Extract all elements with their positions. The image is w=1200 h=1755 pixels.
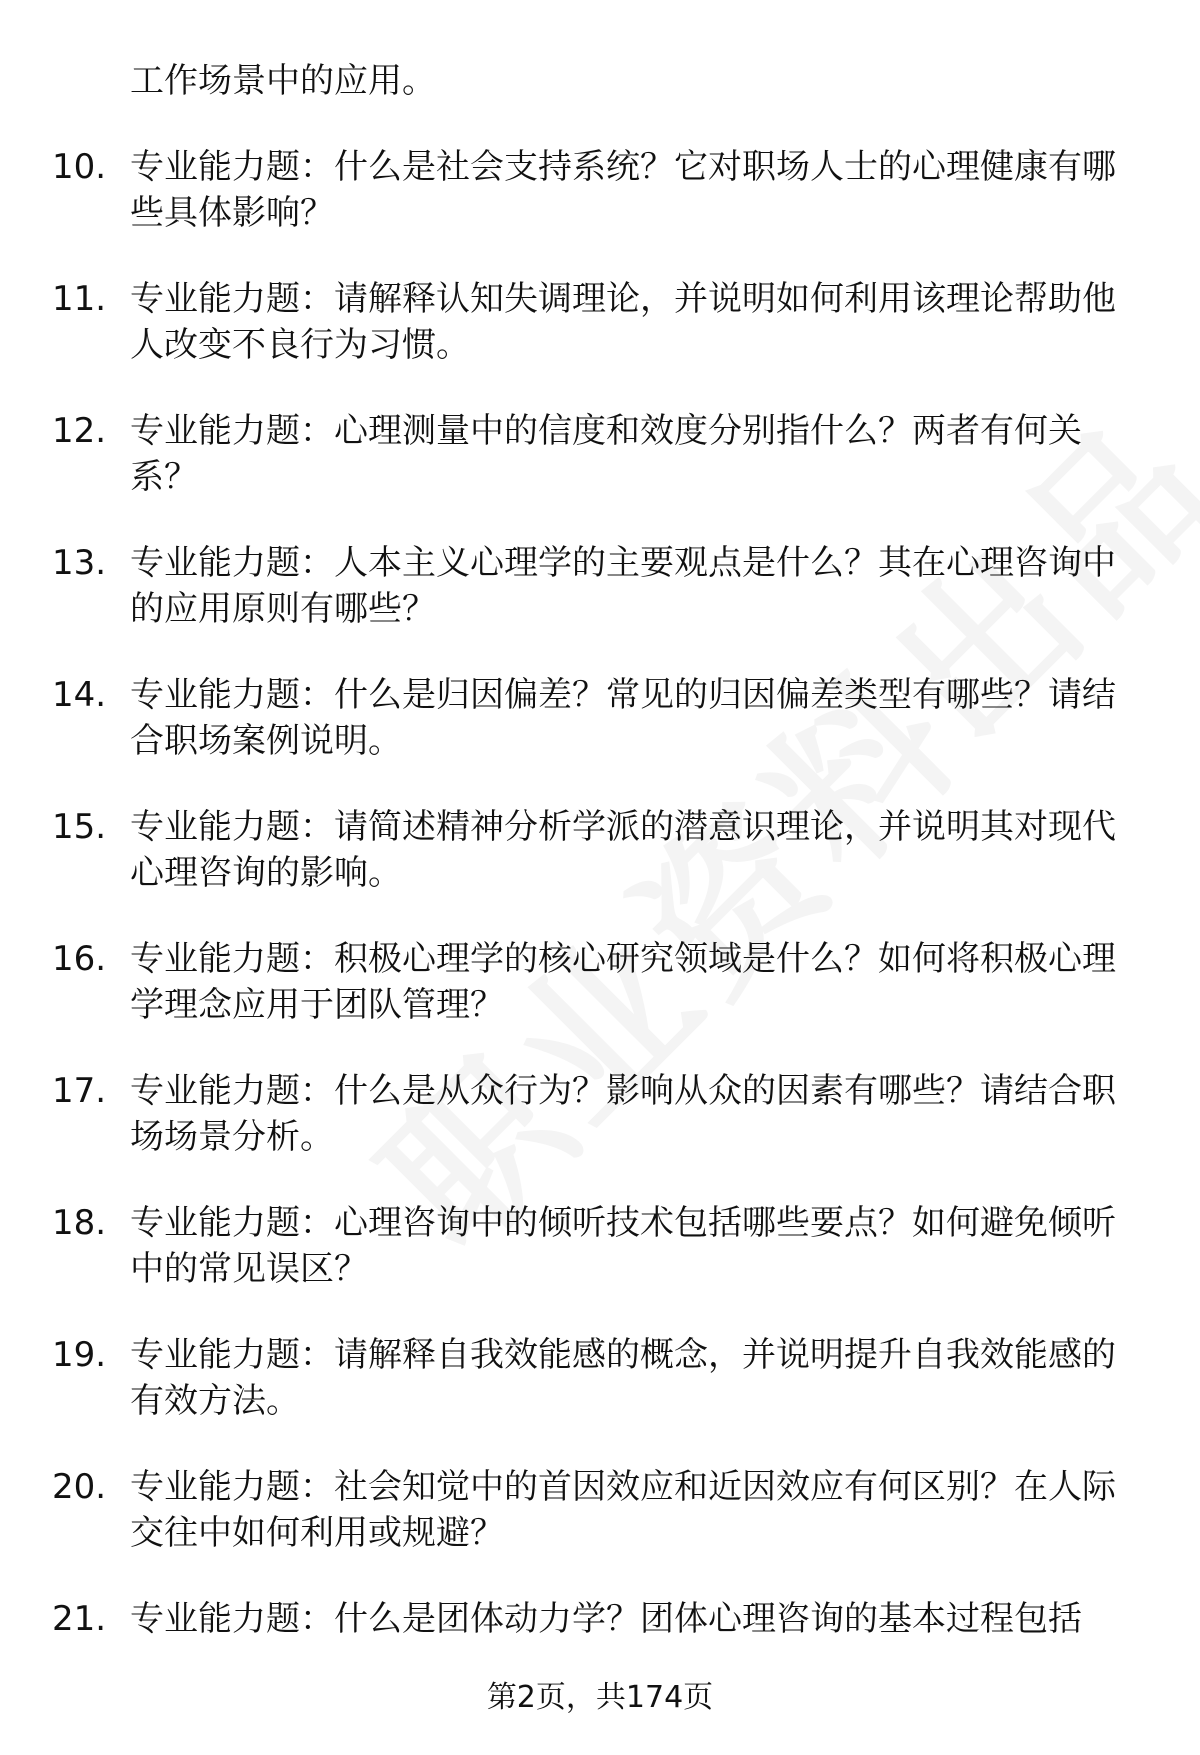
question-number: 21. (52, 1599, 107, 1639)
question-number: 11. (52, 279, 107, 319)
question-number: 19. (52, 1335, 107, 1375)
question-number: 18. (52, 1203, 107, 1243)
question-number: 13. (52, 543, 107, 583)
question-text: 专业能力题：什么是从众行为？影响从众的因素有哪些？请结合职场场景分析。 (130, 1071, 1116, 1157)
question-text: 专业能力题：请解释认知失调理论，并说明如何利用该理论帮助他人改变不良行为习惯。 (130, 279, 1116, 365)
question-number: 15. (52, 807, 107, 847)
question-item-21 (0, 1596, 1200, 1688)
question-item-13 (0, 540, 1200, 632)
question-item-12 (0, 408, 1200, 500)
question-text: 专业能力题：心理咨询中的倾听技术包括哪些要点？如何避免倾听中的常见误区？ (130, 1203, 1116, 1289)
page-footer: 第2页，共174页 (486, 1680, 714, 1715)
question-item-11 (0, 276, 1200, 368)
question-item-17 (0, 1068, 1200, 1160)
question-list (0, 144, 1200, 1728)
question-number: 16. (52, 939, 107, 979)
question-text: 专业能力题：什么是归因偏差？常见的归因偏差类型有哪些？请结合职场案例说明。 (130, 675, 1116, 761)
question-text: 专业能力题：积极心理学的核心研究领域是什么？如何将积极心理学理念应用于团队管理？ (130, 939, 1116, 1025)
question-text: 专业能力题：什么是团体动力学？团体心理咨询的基本过程包括 (130, 1599, 1082, 1639)
question-number: 12. (52, 411, 107, 451)
question-item-18 (0, 1200, 1200, 1292)
question-item-14 (0, 672, 1200, 764)
question-text: 专业能力题：社会知觉中的首因效应和近因效应有何区别？在人际交往中如何利用或规避？ (130, 1467, 1116, 1553)
question-text: 专业能力题：人本主义心理学的主要观点是什么？其在心理咨询中的应用原则有哪些？ (130, 543, 1116, 629)
question-text: 专业能力题：什么是社会支持系统？它对职场人士的心理健康有哪些具体影响？ (130, 147, 1116, 233)
question-number: 20. (52, 1467, 107, 1507)
question-number: 10. (52, 147, 107, 187)
question-text: 专业能力题：心理测量中的信度和效度分别指什么？两者有何关系？ (130, 411, 1082, 497)
question-text: 专业能力题：请解释自我效能感的概念，并说明提升自我效能感的有效方法。 (130, 1335, 1116, 1421)
question-item-15 (0, 804, 1200, 896)
question-item-19 (0, 1332, 1200, 1424)
question-item-20 (0, 1464, 1200, 1556)
question-item-16 (0, 936, 1200, 1028)
continuation-text: 工作场景中的应用。 (130, 61, 436, 101)
question-item-10 (0, 144, 1200, 236)
question-number: 17. (52, 1071, 107, 1111)
question-number: 14. (52, 675, 107, 715)
question-text: 专业能力题：请简述精神分析学派的潜意识理论，并说明其对现代心理咨询的影响。 (130, 807, 1116, 893)
